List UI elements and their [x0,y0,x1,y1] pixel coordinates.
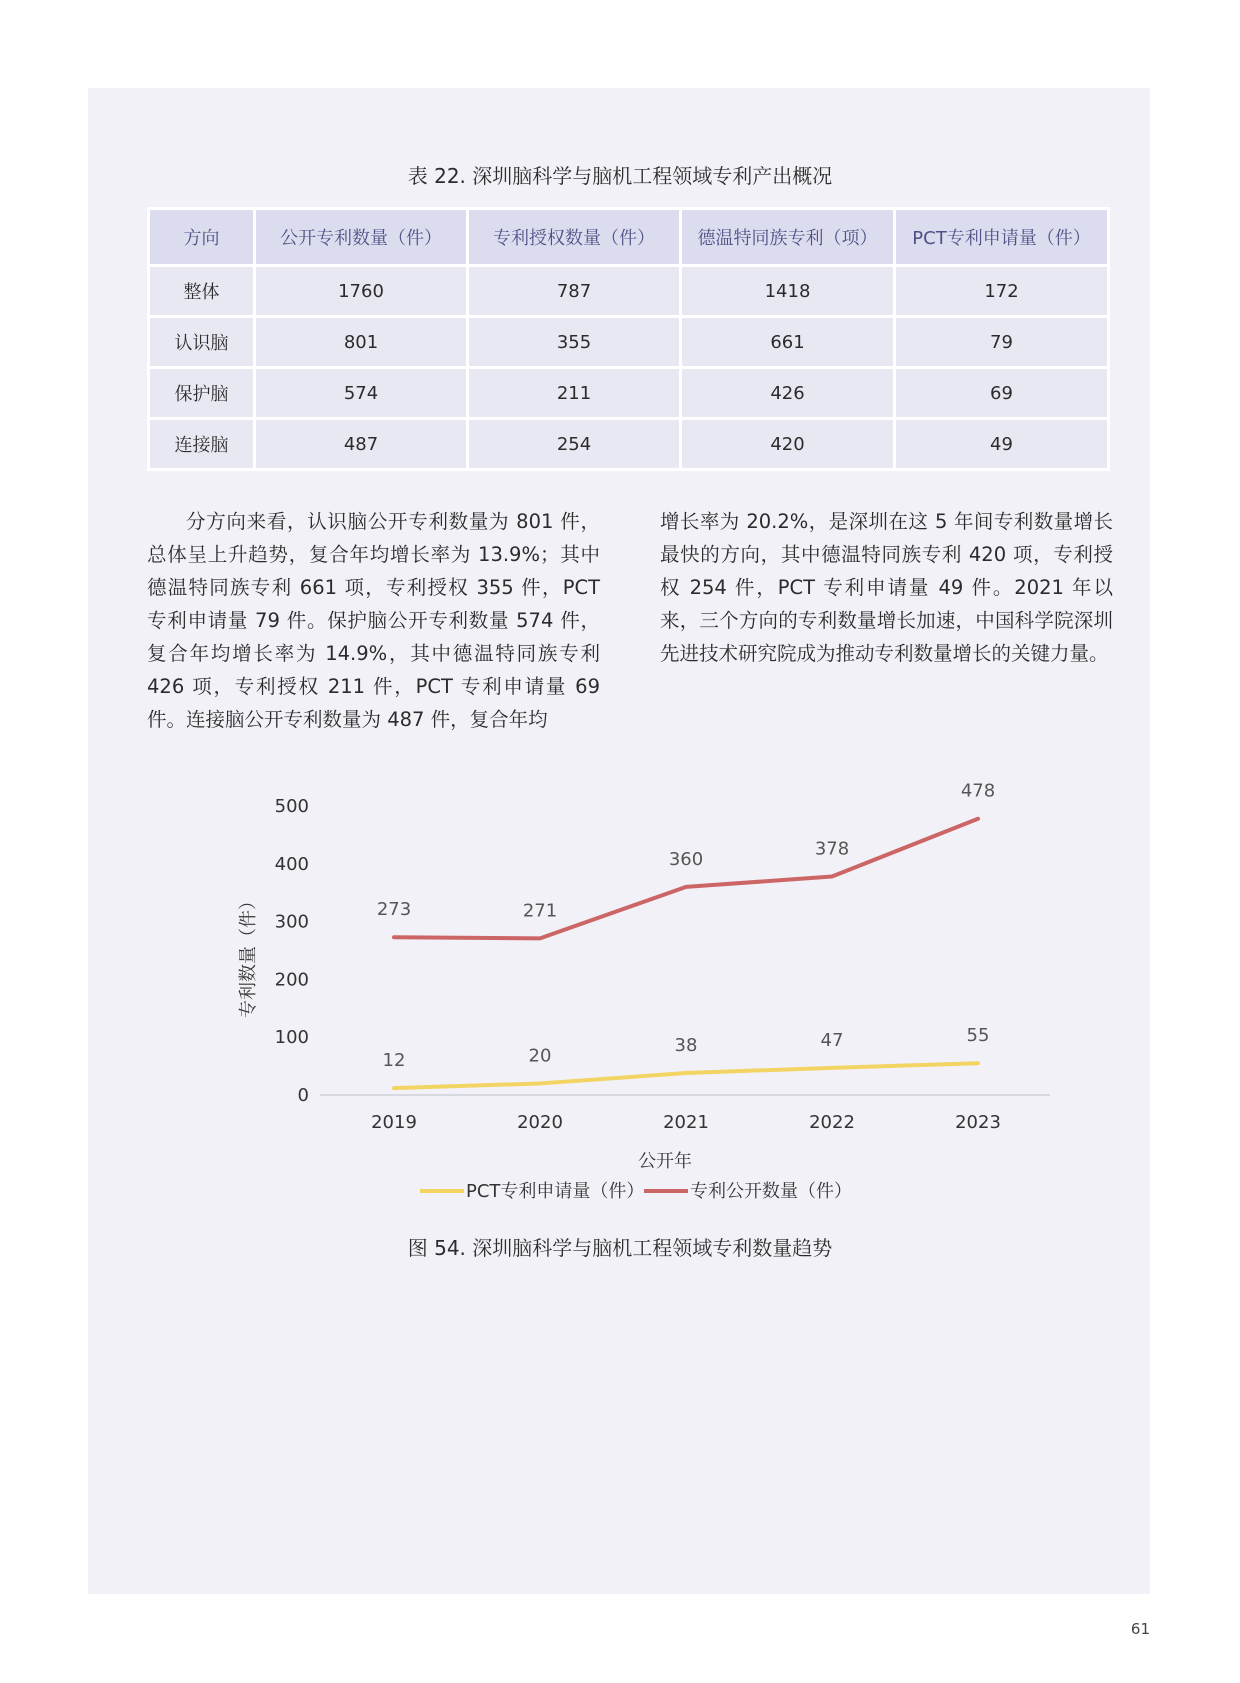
paragraph-left: 分方向来看，认识脑公开专利数量为 801 件，总体呈上升趋势，复合年均增长率为 13.9%；其中德温特同族专利 661 项，专利授权 355 件，PCT 专利申请量 79 件。保护脑公开专利数量 574 件，复合年均增长率为 14.9%，其中德温特同族专利 426 项，专利授权 211 件，PCT 专利申请量 69 件。连接脑公开专利数量为 487 件，复合年均 [147,510,600,731]
data-label: 12 [382,1050,406,1072]
table-cell: 355 [468,317,681,368]
page-number: 61 [1130,1620,1150,1638]
table-cell: 254 [468,419,681,470]
table-cell: 801 [255,317,468,368]
x-tick-label: 2020 [517,1112,563,1133]
table-cell: 79 [895,317,1109,368]
table-row [149,266,1109,317]
series-line-1 [394,1063,978,1088]
body-text-right [660,505,1113,670]
table-cell: 487 [255,419,468,470]
y-axis-title: 专利数量（件） [238,892,259,1018]
x-axis-title: 公开年 [638,1151,692,1172]
table-header-cell: PCT专利申请量（件） [895,209,1109,266]
table-cell: 保护脑 [149,368,255,419]
table-cell: 认识脑 [149,317,255,368]
table-cell: 172 [895,266,1109,317]
patent-table [147,207,1110,471]
table-row [149,368,1109,419]
data-label: 55 [966,1025,990,1047]
y-tick-label: 100 [274,1027,309,1049]
data-label: 38 [674,1035,698,1057]
data-label: 47 [820,1029,844,1051]
table-cell: 574 [255,368,468,419]
table-header-cell: 方向 [149,209,255,266]
table-header-row [149,209,1109,266]
table-row [149,419,1109,470]
table-header-cell: 公开专利数量（件） [255,209,468,266]
legend-label: PCT专利申请量（件） [466,1181,645,1202]
x-tick-label: 2021 [663,1112,709,1133]
table-cell: 整体 [149,266,255,317]
data-label: 360 [668,848,704,870]
table-cell: 连接脑 [149,419,255,470]
table-cell: 49 [895,419,1109,470]
figure-caption: 图 54. 深圳脑科学与脑机工程领域专利数量趋势 [407,1236,833,1260]
table-cell: 426 [681,368,895,419]
y-tick-label: 400 [274,853,309,875]
data-label: 20 [528,1045,552,1067]
x-tick-label: 2023 [955,1112,1001,1133]
series-line-2 [394,819,978,939]
table-caption: 表 22. 深圳脑科学与脑机工程领域专利产出概况 [407,164,833,188]
data-label: 273 [376,899,412,921]
data-label: 478 [960,780,996,802]
x-tick-label: 2019 [371,1112,417,1133]
table-cell: 1760 [255,266,468,317]
table-cell: 420 [681,419,895,470]
body-text-left [147,505,600,736]
table-header-cell: 专利授权数量（件） [468,209,681,266]
y-tick-label: 300 [274,911,309,933]
table-cell: 1418 [681,266,895,317]
paragraph-right: 增长率为 20.2%，是深圳在这 5 年间专利数量增长最快的方向，其中德温特同族专利 420 项，专利授权 254 件，PCT 专利申请量 49 件。2021 年以来，三个方向的专利数量增长加速，中国科学院深圳先进技术研究院成为推动专利数量增长的关键力量。 [660,510,1113,665]
table-cell: 661 [681,317,895,368]
y-tick-label: 200 [274,969,309,991]
table-cell: 69 [895,368,1109,419]
legend-label: 专利公开数量（件） [690,1181,852,1202]
data-label: 378 [814,838,850,860]
patent-trend-chart [200,770,1080,1210]
y-tick-label: 500 [274,796,309,817]
table-header-cell: 德温特同族专利（项） [681,209,895,266]
table-cell: 787 [468,266,681,317]
data-label: 271 [522,900,558,922]
table-cell: 211 [468,368,681,419]
y-tick-label: 0 [297,1085,309,1106]
x-tick-label: 2022 [809,1112,855,1133]
table-row [149,317,1109,368]
